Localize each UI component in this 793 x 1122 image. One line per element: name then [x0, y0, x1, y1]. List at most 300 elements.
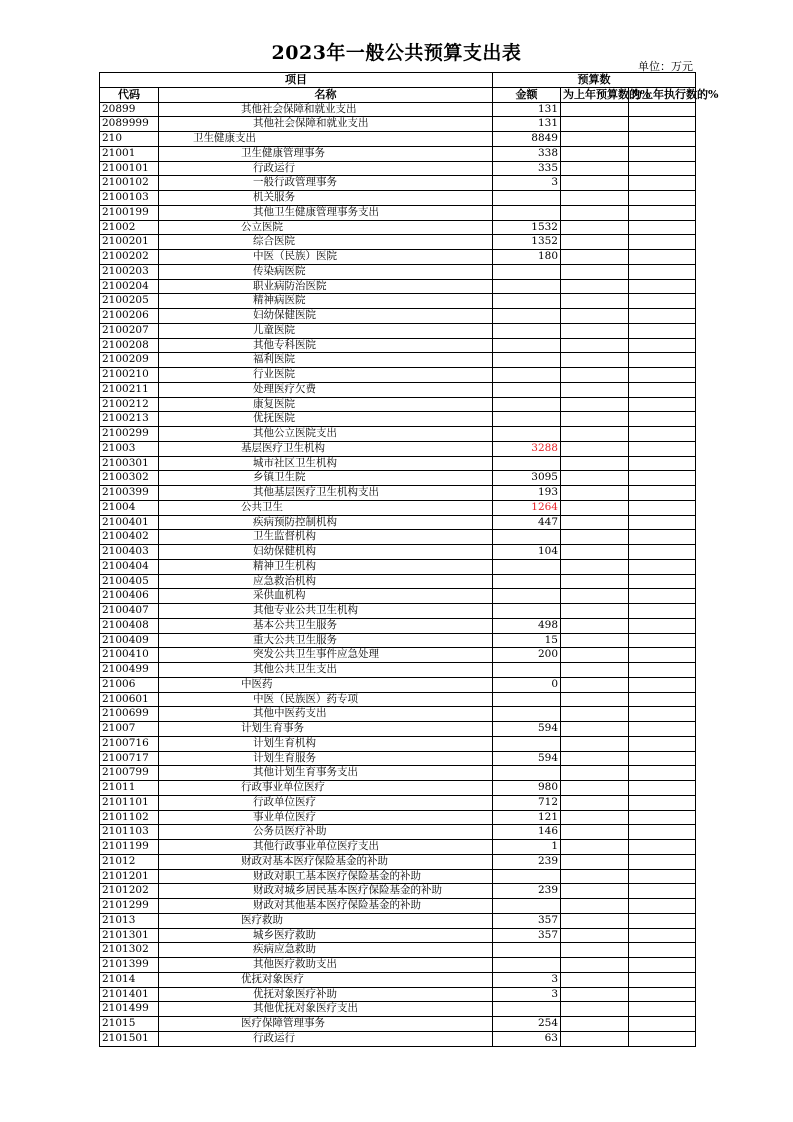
row-pct-exec: [629, 928, 696, 943]
table-row: [100, 397, 696, 412]
table-row: [100, 736, 696, 751]
row-name: 其他基层医疗卫生机构支出: [159, 486, 493, 501]
row-amount: [493, 766, 561, 781]
row-code: 2100205: [100, 294, 159, 309]
row-name: 其他专业公共卫生机构: [159, 604, 493, 619]
row-name: 其他公共卫生支出: [159, 663, 493, 678]
row-name: 其他优抚对象医疗支出: [159, 1002, 493, 1017]
row-code: 2100102: [100, 176, 159, 191]
row-amount: [493, 604, 561, 619]
table-row: [100, 412, 696, 427]
row-pct-budget: [561, 633, 629, 648]
row-pct-budget: [561, 722, 629, 737]
row-pct-budget: [561, 486, 629, 501]
row-pct-exec: [629, 323, 696, 338]
row-amount: 1352: [493, 235, 561, 250]
budget-table: [99, 72, 719, 1047]
row-pct-budget: [561, 736, 629, 751]
table-row: [100, 663, 696, 678]
row-code: 2100202: [100, 250, 159, 265]
row-name: 儿童医院: [159, 323, 493, 338]
row-pct-exec: [629, 972, 696, 987]
row-amount: 3: [493, 176, 561, 191]
page-title: 2023年一般公共预算支出表: [271, 42, 522, 64]
row-pct-exec: [629, 618, 696, 633]
table-row: [100, 191, 696, 206]
row-code: 21006: [100, 677, 159, 692]
row-pct-exec: [629, 648, 696, 663]
row-name: 中医（民族）医院: [159, 250, 493, 265]
row-pct-exec: [629, 943, 696, 958]
row-pct-exec: [629, 456, 696, 471]
row-amount: 63: [493, 1031, 561, 1046]
row-name: 医疗保障管理事务: [159, 1017, 493, 1032]
row-name: 疾病应急救助: [159, 943, 493, 958]
row-pct-budget: [561, 102, 629, 117]
row-pct-budget: [561, 397, 629, 412]
table-row: [100, 707, 696, 722]
table-row: [100, 486, 696, 501]
row-amount: [493, 958, 561, 973]
table-row: [100, 854, 696, 869]
row-code: 2100717: [100, 751, 159, 766]
table-row: [100, 810, 696, 825]
row-pct-budget: [561, 250, 629, 265]
table-row: [100, 323, 696, 338]
row-name: 处理医疗欠费: [159, 382, 493, 397]
row-name: 其他中医药支出: [159, 707, 493, 722]
row-amount: 498: [493, 618, 561, 633]
row-amount: [493, 279, 561, 294]
row-name: 行政事业单位医疗: [159, 781, 493, 796]
row-pct-exec: [629, 250, 696, 265]
row-pct-exec: [629, 707, 696, 722]
table-row: [100, 943, 696, 958]
row-code: 2101301: [100, 928, 159, 943]
row-name: 卫生健康管理事务: [159, 146, 493, 161]
row-name: 传染病医院: [159, 264, 493, 279]
table-row: [100, 1017, 696, 1032]
row-pct-exec: [629, 574, 696, 589]
row-pct-exec: [629, 736, 696, 751]
table-row: [100, 205, 696, 220]
row-pct-budget: [561, 530, 629, 545]
row-code: 2100716: [100, 736, 159, 751]
row-pct-exec: [629, 146, 696, 161]
row-name: 其他行政事业单位医疗支出: [159, 840, 493, 855]
row-amount: 1264: [493, 500, 561, 515]
row-amount: 131: [493, 102, 561, 117]
row-amount: 712: [493, 795, 561, 810]
row-code: 2100211: [100, 382, 159, 397]
row-pct-budget: [561, 751, 629, 766]
row-code: 2100210: [100, 368, 159, 383]
header-code: 代码: [100, 87, 159, 102]
row-code: 2101299: [100, 899, 159, 914]
row-name: 其他专科医院: [159, 338, 493, 353]
row-code: 21013: [100, 913, 159, 928]
table-row: [100, 500, 696, 515]
row-amount: [493, 530, 561, 545]
row-name: 计划生育机构: [159, 736, 493, 751]
row-code: 210: [100, 132, 159, 147]
row-amount: 15: [493, 633, 561, 648]
row-name: 精神病医院: [159, 294, 493, 309]
row-pct-budget: [561, 618, 629, 633]
row-pct-budget: [561, 427, 629, 442]
table-row: [100, 161, 696, 176]
table-row: [100, 589, 696, 604]
table-row: [100, 574, 696, 589]
row-name: 优抚医院: [159, 412, 493, 427]
row-pct-budget: [561, 781, 629, 796]
row-pct-exec: [629, 766, 696, 781]
row-pct-budget: [561, 191, 629, 206]
row-pct-exec: [629, 722, 696, 737]
row-pct-budget: [561, 943, 629, 958]
row-pct-exec: [629, 264, 696, 279]
row-pct-budget: [561, 574, 629, 589]
row-pct-exec: [629, 176, 696, 191]
row-pct-exec: [629, 191, 696, 206]
row-pct-exec: [629, 427, 696, 442]
row-amount: [493, 869, 561, 884]
row-pct-budget: [561, 899, 629, 914]
row-name: 综合医院: [159, 235, 493, 250]
row-pct-budget: [561, 766, 629, 781]
row-pct-budget: [561, 648, 629, 663]
row-pct-budget: [561, 279, 629, 294]
unit-label: 单位：万元: [638, 60, 693, 73]
row-code: 2100201: [100, 235, 159, 250]
row-pct-exec: [629, 412, 696, 427]
row-amount: 239: [493, 884, 561, 899]
table-row: [100, 692, 696, 707]
row-amount: 594: [493, 722, 561, 737]
row-code: 2101399: [100, 958, 159, 973]
row-code: 2101199: [100, 840, 159, 855]
row-amount: [493, 412, 561, 427]
row-pct-budget: [561, 294, 629, 309]
row-pct-exec: [629, 810, 696, 825]
table-row: [100, 958, 696, 973]
header-amount: 金额: [493, 87, 561, 102]
row-amount: 254: [493, 1017, 561, 1032]
header-pct-budget: 为上年预算数的%: [561, 87, 629, 102]
row-name: 事业单位医疗: [159, 810, 493, 825]
row-amount: [493, 456, 561, 471]
table-row: [100, 899, 696, 914]
row-name: 中医药: [159, 677, 493, 692]
row-amount: 980: [493, 781, 561, 796]
row-pct-exec: [629, 854, 696, 869]
row-pct-exec: [629, 1017, 696, 1032]
row-pct-exec: [629, 604, 696, 619]
row-amount: 121: [493, 810, 561, 825]
row-pct-exec: [629, 913, 696, 928]
row-pct-budget: [561, 604, 629, 619]
row-amount: 180: [493, 250, 561, 265]
row-amount: [493, 397, 561, 412]
row-pct-exec: [629, 309, 696, 324]
row-code: 2100209: [100, 353, 159, 368]
row-name: 城乡医疗救助: [159, 928, 493, 943]
row-name: 疾病预防控制机构: [159, 515, 493, 530]
row-pct-budget: [561, 958, 629, 973]
table-row: [100, 604, 696, 619]
row-amount: 357: [493, 928, 561, 943]
row-amount: [493, 663, 561, 678]
row-name: 卫生健康支出: [159, 132, 493, 147]
row-pct-budget: [561, 1002, 629, 1017]
row-code: 21003: [100, 441, 159, 456]
row-amount: 104: [493, 545, 561, 560]
row-pct-budget: [561, 146, 629, 161]
row-pct-budget: [561, 382, 629, 397]
row-pct-exec: [629, 353, 696, 368]
row-code: 2101501: [100, 1031, 159, 1046]
row-code: 2100601: [100, 692, 159, 707]
row-pct-exec: [629, 235, 696, 250]
row-amount: 239: [493, 854, 561, 869]
table-row: [100, 648, 696, 663]
row-name: 基本公共卫生服务: [159, 618, 493, 633]
row-pct-budget: [561, 795, 629, 810]
row-pct-exec: [629, 781, 696, 796]
row-name: 其他计划生育事务支出: [159, 766, 493, 781]
row-pct-budget: [561, 264, 629, 279]
row-amount: [493, 1002, 561, 1017]
header-project: 项目: [100, 73, 493, 88]
table-row: [100, 368, 696, 383]
row-pct-exec: [629, 559, 696, 574]
row-code: 2100101: [100, 161, 159, 176]
row-code: 21012: [100, 854, 159, 869]
table-row: [100, 722, 696, 737]
table-row: [100, 309, 696, 324]
row-pct-exec: [629, 692, 696, 707]
row-pct-exec: [629, 663, 696, 678]
row-pct-exec: [629, 545, 696, 560]
row-amount: 8849: [493, 132, 561, 147]
table-row: [100, 928, 696, 943]
row-pct-exec: [629, 530, 696, 545]
row-pct-budget: [561, 545, 629, 560]
row-amount: 0: [493, 677, 561, 692]
row-name: 康复医院: [159, 397, 493, 412]
row-pct-exec: [629, 397, 696, 412]
row-code: 2101101: [100, 795, 159, 810]
row-pct-exec: [629, 471, 696, 486]
table-row: [100, 1002, 696, 1017]
row-pct-budget: [561, 176, 629, 191]
row-pct-exec: [629, 633, 696, 648]
table-body: [100, 102, 696, 1046]
row-code: 2100206: [100, 309, 159, 324]
row-pct-exec: [629, 1002, 696, 1017]
table-row: [100, 102, 696, 117]
table-row: [100, 618, 696, 633]
table-row: [100, 279, 696, 294]
table-row: [100, 294, 696, 309]
table-row: [100, 235, 696, 250]
row-pct-budget: [561, 825, 629, 840]
row-name: 福利医院: [159, 353, 493, 368]
row-pct-budget: [561, 441, 629, 456]
row-amount: 131: [493, 117, 561, 132]
table-row: [100, 677, 696, 692]
table-row: [100, 795, 696, 810]
row-amount: [493, 309, 561, 324]
row-pct-exec: [629, 132, 696, 147]
table-row: [100, 250, 696, 265]
row-pct-budget: [561, 987, 629, 1002]
row-pct-budget: [561, 559, 629, 574]
row-amount: [493, 736, 561, 751]
row-pct-exec: [629, 677, 696, 692]
table-row: [100, 1031, 696, 1046]
row-code: 2100408: [100, 618, 159, 633]
row-amount: [493, 353, 561, 368]
row-pct-budget: [561, 589, 629, 604]
row-amount: [493, 589, 561, 604]
row-name: 计划生育事务: [159, 722, 493, 737]
row-name: 医疗救助: [159, 913, 493, 928]
row-code: 2100299: [100, 427, 159, 442]
row-pct-budget: [561, 972, 629, 987]
row-code: 2100103: [100, 191, 159, 206]
row-amount: 447: [493, 515, 561, 530]
row-pct-budget: [561, 309, 629, 324]
row-name: 突发公共卫生事件应急处理: [159, 648, 493, 663]
row-amount: [493, 368, 561, 383]
row-pct-exec: [629, 382, 696, 397]
table-row: [100, 146, 696, 161]
row-amount: [493, 943, 561, 958]
row-name: 精神卫生机构: [159, 559, 493, 574]
row-pct-exec: [629, 825, 696, 840]
row-pct-exec: [629, 840, 696, 855]
row-pct-budget: [561, 132, 629, 147]
row-amount: [493, 338, 561, 353]
row-amount: [493, 264, 561, 279]
row-pct-budget: [561, 677, 629, 692]
row-code: 2100410: [100, 648, 159, 663]
row-code: 2100405: [100, 574, 159, 589]
row-pct-budget: [561, 928, 629, 943]
row-name: 优抚对象医疗补助: [159, 987, 493, 1002]
row-name: 机关服务: [159, 191, 493, 206]
row-code: 2100404: [100, 559, 159, 574]
row-pct-budget: [561, 338, 629, 353]
row-name: 公共卫生: [159, 500, 493, 515]
row-name: 基层医疗卫生机构: [159, 441, 493, 456]
row-name: 公立医院: [159, 220, 493, 235]
row-amount: [493, 427, 561, 442]
row-amount: [493, 323, 561, 338]
row-name: 其他医疗救助支出: [159, 958, 493, 973]
row-name: 乡镇卫生院: [159, 471, 493, 486]
table-row: [100, 515, 696, 530]
row-code: 2100302: [100, 471, 159, 486]
row-pct-budget: [561, 707, 629, 722]
row-code: 2101401: [100, 987, 159, 1002]
table-row: [100, 884, 696, 899]
row-name: 职业病防治医院: [159, 279, 493, 294]
table-row: [100, 545, 696, 560]
table-row: [100, 840, 696, 855]
row-code: 2100203: [100, 264, 159, 279]
row-pct-exec: [629, 869, 696, 884]
row-name: 计划生育服务: [159, 751, 493, 766]
row-amount: [493, 382, 561, 397]
row-code: 21015: [100, 1017, 159, 1032]
row-code: 2101102: [100, 810, 159, 825]
row-pct-exec: [629, 161, 696, 176]
row-amount: 1: [493, 840, 561, 855]
row-pct-budget: [561, 205, 629, 220]
row-code: 2101302: [100, 943, 159, 958]
row-name: 妇幼保健机构: [159, 545, 493, 560]
row-pct-budget: [561, 353, 629, 368]
table-row: [100, 220, 696, 235]
row-amount: 193: [493, 486, 561, 501]
row-pct-budget: [561, 869, 629, 884]
row-code: 21011: [100, 781, 159, 796]
row-amount: 3095: [493, 471, 561, 486]
row-code: 2100406: [100, 589, 159, 604]
row-name: 城市社区卫生机构: [159, 456, 493, 471]
row-pct-budget: [561, 117, 629, 132]
row-code: 2101499: [100, 1002, 159, 1017]
row-name: 行政运行: [159, 1031, 493, 1046]
table-row: [100, 633, 696, 648]
row-amount: 3288: [493, 441, 561, 456]
table-row: [100, 117, 696, 132]
table-row: [100, 353, 696, 368]
table-row: [100, 176, 696, 191]
row-code: 21014: [100, 972, 159, 987]
row-pct-exec: [629, 368, 696, 383]
row-pct-exec: [629, 589, 696, 604]
row-amount: 3: [493, 987, 561, 1002]
row-code: 21004: [100, 500, 159, 515]
row-code: 2089999: [100, 117, 159, 132]
row-pct-exec: [629, 515, 696, 530]
row-pct-budget: [561, 323, 629, 338]
row-name: 妇幼保健医院: [159, 309, 493, 324]
row-code: 2100699: [100, 707, 159, 722]
row-code: 2100402: [100, 530, 159, 545]
row-name: 应急救治机构: [159, 574, 493, 589]
table-row: [100, 132, 696, 147]
row-pct-budget: [561, 663, 629, 678]
row-code: 2100499: [100, 663, 159, 678]
row-code: 2100401: [100, 515, 159, 530]
row-code: 2100301: [100, 456, 159, 471]
row-name: 其他社会保障和就业支出: [159, 102, 493, 117]
row-name: 其他卫生健康管理事务支出: [159, 205, 493, 220]
table-row: [100, 530, 696, 545]
table-row: [100, 781, 696, 796]
table-row: [100, 559, 696, 574]
row-code: 2100207: [100, 323, 159, 338]
row-pct-exec: [629, 795, 696, 810]
row-name: 财政对基本医疗保险基金的补助: [159, 854, 493, 869]
row-pct-exec: [629, 500, 696, 515]
row-amount: 594: [493, 751, 561, 766]
row-pct-budget: [561, 840, 629, 855]
